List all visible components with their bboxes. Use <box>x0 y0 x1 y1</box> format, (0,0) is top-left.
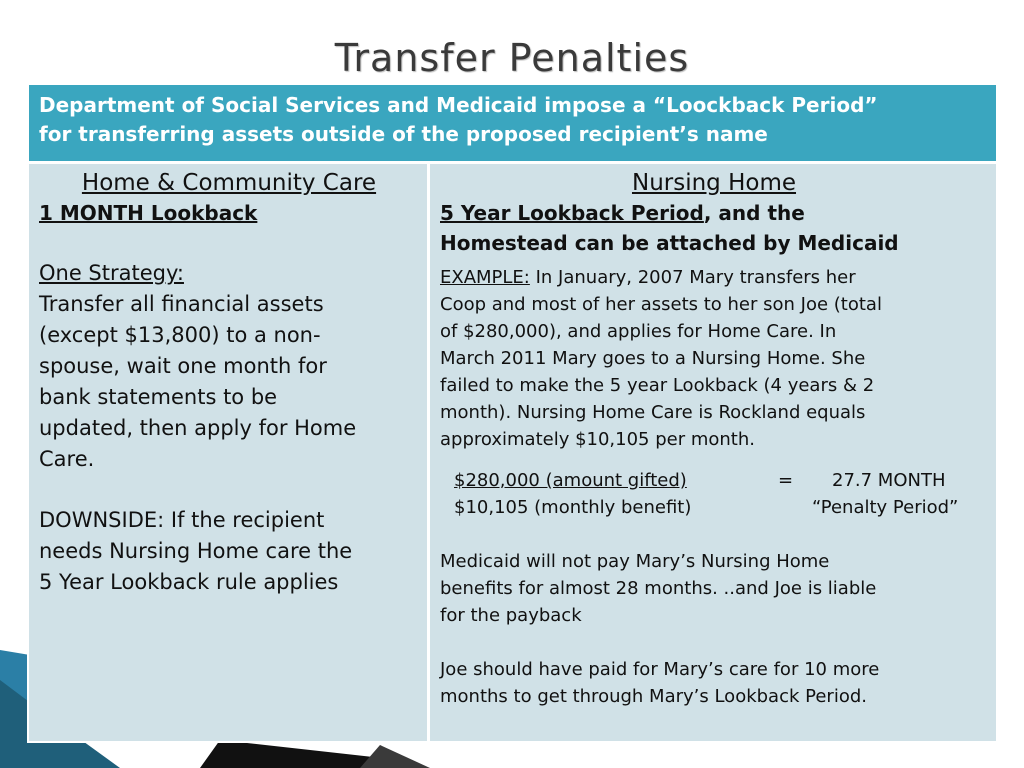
text-line: Transfer all financial assets <box>39 292 324 316</box>
text-line: of $280,000), and applies for Home Care. In <box>440 321 837 342</box>
text-span: , and the <box>703 201 805 225</box>
medicaid-text <box>440 548 988 629</box>
calc-equals: = <box>778 470 794 491</box>
column-heading: Nursing Home <box>631 170 797 196</box>
example-text <box>440 264 988 453</box>
text-line: Coop and most of her assets to her son Joe (total <box>440 294 882 315</box>
info-table <box>27 83 998 743</box>
text-line: Care. <box>39 447 95 471</box>
downside-text <box>39 505 419 598</box>
header-line: for transferring assets outside of the proposed recipient’s name <box>39 122 768 146</box>
strategy-label: One Strategy: <box>39 261 184 285</box>
header-line: Department of Social Services and Medicaid impose a “Loockback Period” <box>39 93 878 117</box>
example-label: EXAMPLE: <box>440 267 530 288</box>
lookback-subheading-line2: Homestead can be attached by Medicaid <box>440 231 899 255</box>
penalty-calc-row <box>440 494 988 521</box>
underlined-text: 5 Year Lookback Period <box>440 201 704 225</box>
text-line: updated, then apply for Home <box>39 416 357 440</box>
joe-text <box>440 656 988 710</box>
slide-title: Transfer Penalties <box>334 36 690 80</box>
text-line: DOWNSIDE: If the recipient <box>39 508 325 532</box>
text-line: needs Nursing Home care the <box>39 539 353 563</box>
strategy-text <box>39 289 419 475</box>
penalty-calc-row <box>440 467 988 494</box>
lookback-subheading <box>440 198 988 228</box>
home-community-care-column <box>29 164 427 741</box>
text-line: 5 Year Lookback rule applies <box>39 570 339 594</box>
text-line: March 2011 Mary goes to a Nursing Home. She <box>440 348 866 369</box>
text-line: month). Nursing Home Care is Rockland equals <box>440 402 866 423</box>
text-line: Medicaid will not pay Mary’s Nursing Home <box>440 551 830 572</box>
text-line: (except $13,800) to a non- <box>39 323 321 347</box>
text-line: failed to make the 5 year Lookback (4 years & 2 <box>440 375 875 396</box>
column-heading: Home & Community Care <box>81 170 377 196</box>
text-span: In January, 2007 Mary transfers her <box>529 267 856 288</box>
text-line: approximately $10,105 per month. <box>440 429 755 450</box>
calc-result-label: “Penalty Period” <box>812 497 959 518</box>
text-line: Joe should have paid for Mary’s care for 10 more <box>440 659 880 680</box>
nursing-home-column <box>430 164 996 741</box>
text-line: months to get through Mary’s Lookback Period. <box>440 686 867 707</box>
calc-denominator: $10,105 (monthly benefit) <box>454 497 692 518</box>
lookback-subheading: 1 MONTH Lookback <box>39 201 258 225</box>
text-line: bank statements to be <box>39 385 278 409</box>
table-header <box>29 85 996 161</box>
calc-result: 27.7 MONTH <box>832 470 946 491</box>
text-line: benefits for almost 28 months. ..and Joe is liable <box>440 578 877 599</box>
text-line: spouse, wait one month for <box>39 354 327 378</box>
calc-numerator: $280,000 (amount gifted) <box>454 470 687 491</box>
text-line: for the payback <box>440 605 582 626</box>
